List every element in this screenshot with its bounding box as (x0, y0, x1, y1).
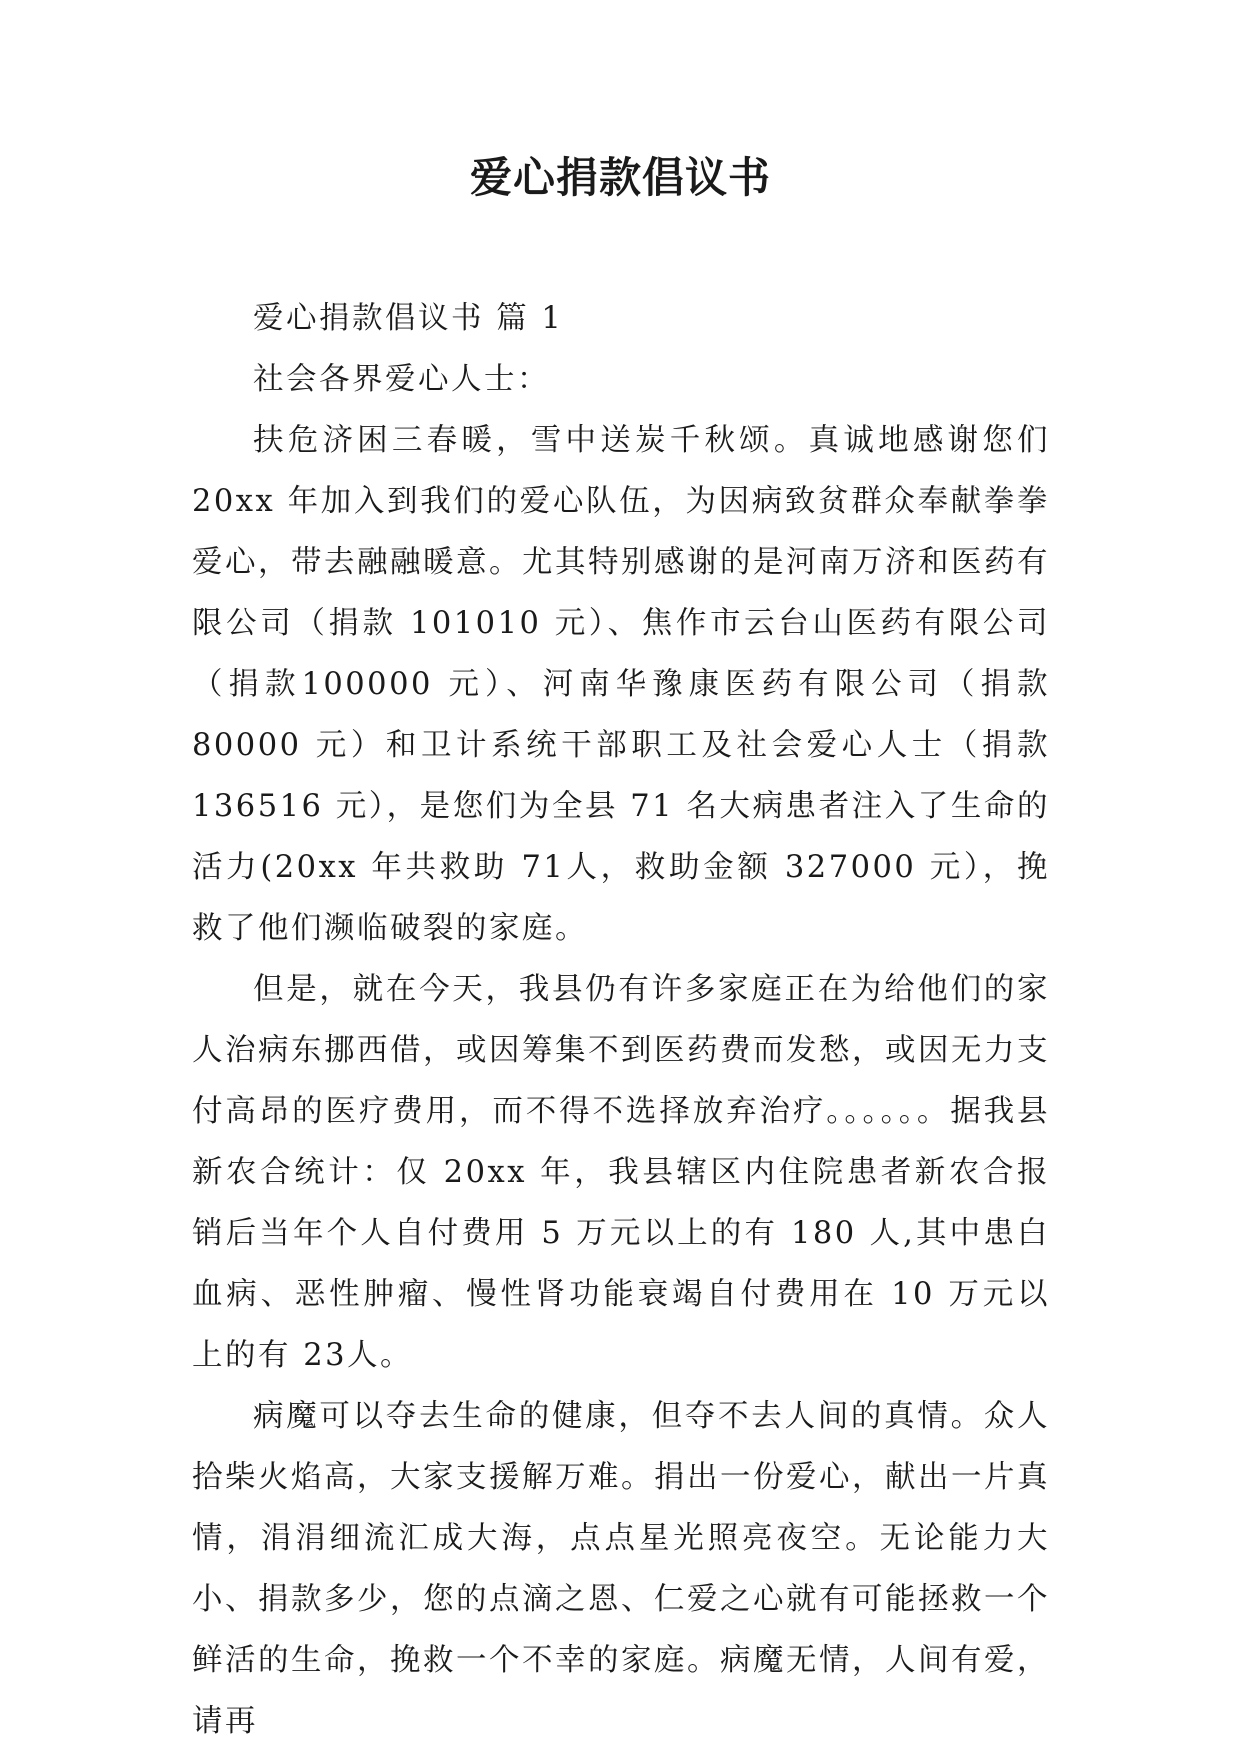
body-paragraph: 扶危济困三春暖，雪中送炭千秋颂。真诚地感谢您们20xx 年加入到我们的爱心队伍，为因病致贫群众奉献拳拳爱心，带去融融暖意。尤其特别感谢的是河南万济和医药有限公司（捐款 101010 元）、焦作市云台山医药有限公司（捐款100000 元）、河南华豫康医药有限公司（捐款 80000 元）和卫计系统干部职工及社会爱心人士（捐款 136516 元），是您们为全县 71 名大病患者注入了生命的活力(20xx 年共救助 71人，救助金额 327000 元），挽救了他们濒临破裂的家庭。 (192, 423, 1050, 946)
salutation: 社会各界爱心人士： (253, 362, 550, 397)
section-heading: 爱心捐款倡议书 篇 1 (253, 301, 564, 336)
document-title: 爱心捐款倡议书 (469, 153, 771, 202)
body-paragraph: 病魔可以夺去生命的健康，但夺不去人间的真情。众人拾柴火焰高，大家支援解万难。捐出一份爱心，献出一片真情，涓涓细流汇成大海，点点星光照亮夜空。无论能力大小、捐款多少，您的点滴之恩、仁爱之心就有可能拯救一个鲜活的生命，挽救一个不幸的家庭。病魔无情，人间有爱，请再 (192, 1399, 1050, 1739)
body-paragraph: 但是，就在今天，我县仍有许多家庭正在为给他们的家人治病东挪西借，或因筹集不到医药费而发愁，或因无力支付高昂的医疗费用，而不得不选择放弃治疗。。。。。。据我县新农合统计：仅 20xx 年，我县辖区内住院患者新农合报销后当年个人自付费用 5 万元以上的有 180 人,其中患白血病、恶性肿瘤、慢性肾功能衰竭自付费用在 10 万元以上的有 23人。 (192, 972, 1050, 1373)
document-body (192, 288, 1050, 1752)
